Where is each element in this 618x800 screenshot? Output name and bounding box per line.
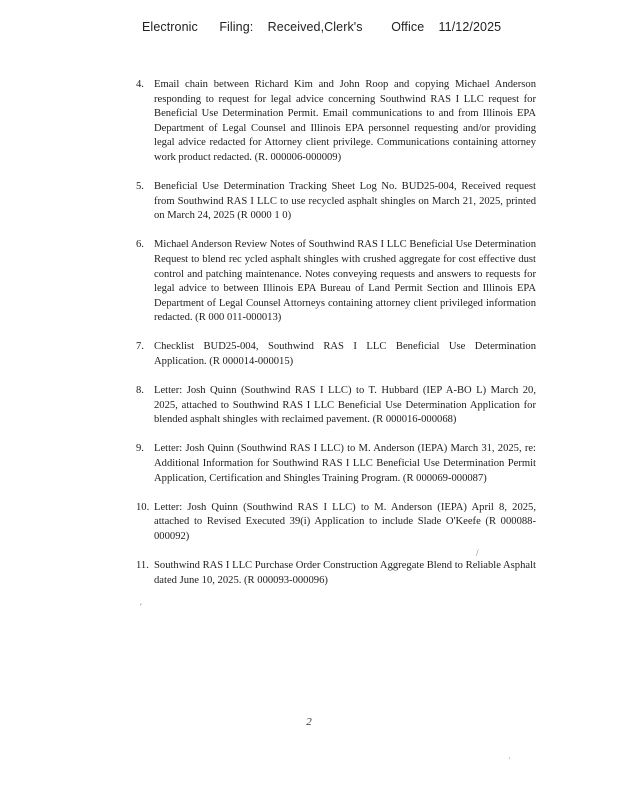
item-text: Letter: Josh Quinn (Southwind RAS I LLC) to M. Anderson (IEPA) April 8, 2025, attached to Revised Executed 39(i) Application to include Slade O'Keefe (R 000088-000092) bbox=[154, 501, 536, 542]
record-item-7 bbox=[136, 340, 536, 369]
item-number: 8. bbox=[136, 385, 144, 397]
scan-speck: / bbox=[476, 548, 479, 558]
item-text: Letter: Josh Quinn (Southwind RAS I LLC) to T. Hubbard (IEP A-BO L) March 20, 2025, attached to Southwind RAS I LLC Beneficial Use Determination Application for blended asphalt shingles with reclaimed pavement. (R 000016-000068) bbox=[154, 385, 536, 426]
item-number: 11. bbox=[136, 559, 149, 571]
scan-speck: ′ bbox=[140, 602, 142, 612]
record-item-8 bbox=[136, 384, 536, 428]
item-text: Michael Anderson Review Notes of Southwind RAS I LLC Beneficial Use Determination Request to blend rec ycled asphalt shingles with crushed aggregate for cost effective dust control and patching maintenance. Notes conveying requests and answers to requests for legal advice to between Illinois EPA Bureau of Land Permit Section and Illinois EPA Department of Legal Counsel Attorneys containing attorney client privileged information redacted. (R 000 011-000013) bbox=[154, 239, 536, 324]
item-text: Southwind RAS I LLC Purchase Order Construction Aggregate Blend to Reliable Asphalt dated June 10, 2025. (R 000093-000096) bbox=[154, 559, 536, 586]
item-text: Beneficial Use Determination Tracking Sheet Log No. BUD25-004, Received request from Southwind RAS I LLC to use recycled asphalt shingles on March 21, 2025, printed on March 24, 2025 (R 0000 1 0) bbox=[154, 181, 536, 222]
record-item-4 bbox=[136, 78, 536, 166]
item-text: Letter: Josh Quinn (Southwind RAS I LLC) to M. Anderson (IEPA) March 31, 2025, re: Additional Information for Southwind RAS I LLC Beneficial Use Determination Permit Application, Certification and Shingles Training Program. (R 000069-000087) bbox=[154, 443, 536, 484]
record-index-list bbox=[136, 78, 536, 603]
item-number: 5. bbox=[136, 181, 144, 193]
filing-stamp-header: Electronic Filing: Received,Clerk's Office 11/12/2025 bbox=[142, 20, 502, 34]
record-item-5 bbox=[136, 180, 536, 224]
item-number: 4. bbox=[136, 79, 144, 90]
item-text: Checklist BUD25-004, Southwind RAS I LLC Beneficial Use Determination Application. (R 000014-000015) bbox=[154, 341, 536, 367]
record-item-10 bbox=[136, 501, 536, 545]
page-number: 2 bbox=[306, 716, 312, 728]
scan-speck: ˙ bbox=[508, 756, 511, 766]
item-number: 10. bbox=[136, 501, 150, 513]
record-item-9 bbox=[136, 442, 536, 486]
record-item-6 bbox=[136, 238, 536, 326]
item-text: Email chain between Richard Kim and John Roop and copying Michael Anderson responding to request for legal advice concerning Southwind RAS I LLC request for Beneficial Use Determination Permit. Email communications to and from Illinois EPA Department of Legal Counsel and Illinois EPA personnel requesting and/or providing legal advice redacted for Attorney client privilege. Communications containing attorney work product redacted. (R. 000006-000009) bbox=[154, 79, 536, 163]
record-item-11 bbox=[136, 559, 536, 588]
item-number: 7. bbox=[136, 341, 144, 353]
item-number: 6. bbox=[136, 239, 144, 251]
item-number: 9. bbox=[136, 443, 144, 455]
